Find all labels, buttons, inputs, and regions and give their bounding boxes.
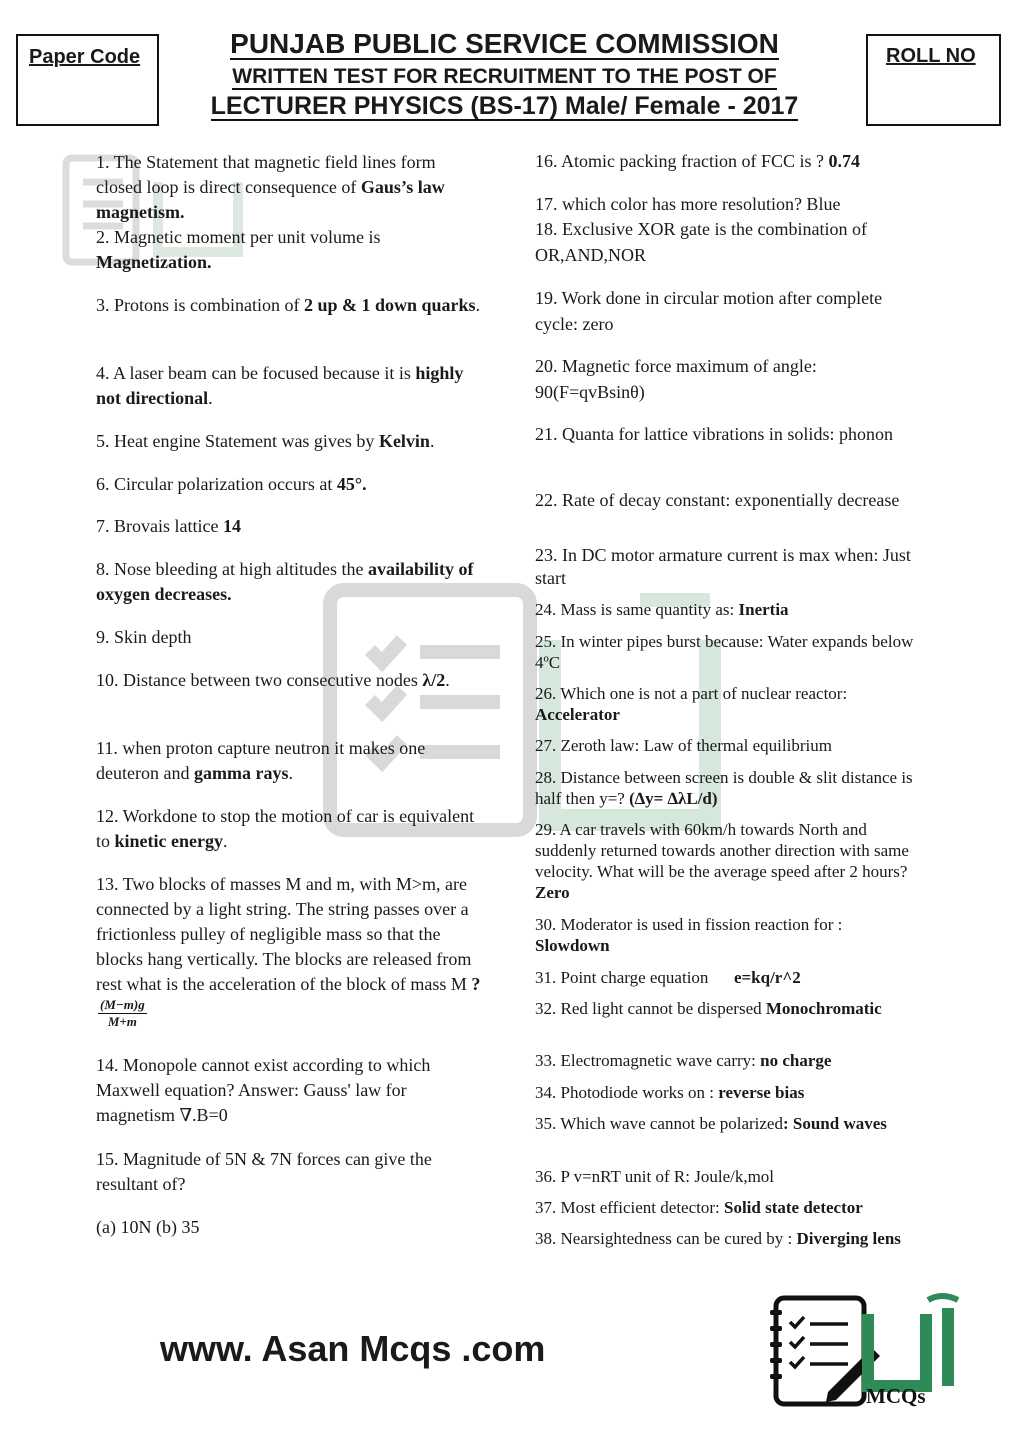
subtitle: WRITTEN TEST FOR RECRUITMENT TO THE POST OF bbox=[232, 66, 776, 90]
question-34: 34. Photodiode works on : reverse bias bbox=[535, 1083, 805, 1102]
question-26: 26. Which one is not a part of nuclear reactor: Accelerator bbox=[535, 684, 848, 724]
question-2: 2. Magnetic moment per unit volume is Magnetization. bbox=[96, 227, 381, 272]
question-29: 29. A car travels with 60km/h towards North and suddenly returned towards another direction with same velocity. What will be the average speed after 2 hours? Zero bbox=[535, 820, 909, 902]
logo-text: MCQs bbox=[866, 1384, 926, 1408]
question-5: 5. Heat engine Statement was gives by Kelvin. bbox=[96, 431, 435, 451]
question-37: 37. Most efficient detector: Solid state detector bbox=[535, 1198, 863, 1217]
question-27: 27. Zeroth law: Law of thermal equilibrium bbox=[535, 736, 832, 755]
question-22: 22. Rate of decay constant: exponentially decrease bbox=[535, 490, 900, 510]
question-10: 10. Distance between two consecutive nodes λ/2. bbox=[96, 670, 450, 690]
question-25: 25. In winter pipes burst because: Water expands below 4ºC bbox=[535, 632, 914, 672]
page-title: PUNJAB PUBLIC SERVICE COMMISSION bbox=[230, 28, 779, 59]
question-13: 13. Two blocks of masses M and m, with M>m, are connected by a light string. The string passes over a frictionless pulley of negligible mass so that the blocks hang vertically. The blocks are released from rest what is the acceleration of the block of mass M ? $\frac{(M-m)g}{M+m}$ bbox=[96, 874, 481, 1029]
question-19: 19. Work done in circular motion after complete cycle: zero bbox=[535, 288, 883, 334]
question-36: 36. P v=nRT unit of R: Joule/k,mol bbox=[535, 1167, 775, 1186]
question-4: 4. A laser beam can be focused because it is highly not directional. bbox=[96, 363, 464, 408]
page-title-wrap bbox=[0, 28, 1009, 60]
question-15-options: (a) 10N (b) 35 bbox=[96, 1217, 200, 1237]
question-3: 3. Protons is combination of 2 up & 1 down quarks. bbox=[96, 295, 481, 315]
question-28: 28. Distance between screen is double & slit distance is half then y=? (∆y= ∆λL/d) bbox=[535, 768, 913, 808]
question-17: 17. which color has more resolution? Blue bbox=[535, 194, 841, 214]
question-15: 15. Magnitude of 5N & 7N forces can give the resultant of? bbox=[96, 1149, 432, 1194]
question-8: 8. Nose bleeding at high altitudes the availability of oxygen decreases. bbox=[96, 559, 474, 604]
question-30: 30. Moderator is used in fission reaction for : Slowdown bbox=[535, 915, 843, 955]
question-33: 33. Electromagnetic wave carry: no charge bbox=[535, 1051, 832, 1070]
question-7: 7. Brovais lattice 14 bbox=[96, 516, 241, 536]
question-16: 16. Atomic packing fraction of FCC is ? 0.74 bbox=[535, 151, 860, 171]
post-title-wrap bbox=[0, 92, 1009, 121]
question-38: 38. Nearsightedness can be cured by : Diverging lens bbox=[535, 1229, 901, 1248]
question-20: 20. Magnetic force maximum of angle: 90(F=qvBsinθ) bbox=[535, 356, 817, 402]
fraction: $\frac{(M-m)g}{M+m}$ bbox=[100, 997, 145, 1029]
question-14: 14. Monopole cannot exist according to which Maxwell equation? Answer: Gauss' law for magnetism ∇.B=0 bbox=[96, 1055, 431, 1125]
post-title: LECTURER PHYSICS (BS-17) Male/ Female - 2017 bbox=[210, 92, 799, 120]
question-11: 11. when proton capture neutron it makes one deuteron and gamma rays. bbox=[96, 738, 426, 783]
paper-code-label: Paper Code bbox=[29, 46, 141, 68]
question-18: 18. Exclusive XOR gate is the combination of OR,AND,NOR bbox=[535, 219, 867, 265]
question-32: 32. Red light cannot be dispersed Monochromatic bbox=[535, 999, 882, 1018]
question-23: 23. In DC motor armature current is max when: Just start bbox=[535, 545, 911, 588]
question-31: 31. Point charge equation e=kq/r^2 bbox=[535, 968, 801, 987]
subtitle-wrap bbox=[0, 65, 1009, 90]
question-6: 6. Circular polarization occurs at 45°. bbox=[96, 474, 367, 494]
roll-no-label: ROLL NO bbox=[886, 45, 976, 67]
question-24: 24. Mass is same quantity as: Inertia bbox=[535, 600, 789, 619]
question-12: 12. Workdone to stop the motion of car is equivalent to kinetic energy. bbox=[96, 806, 475, 851]
question-9: 9. Skin depth bbox=[96, 627, 192, 647]
question-21: 21. Quanta for lattice vibrations in solids: phonon bbox=[535, 424, 893, 444]
question-35: 35. Which wave cannot be polarized: Sound waves bbox=[535, 1114, 887, 1133]
website-url[interactable]: www. Asan Mcqs .com bbox=[160, 1328, 546, 1369]
question-1: 1. The Statement that magnetic field lines form closed loop is direct consequence of Gaus’s law magnetism. bbox=[96, 152, 445, 222]
